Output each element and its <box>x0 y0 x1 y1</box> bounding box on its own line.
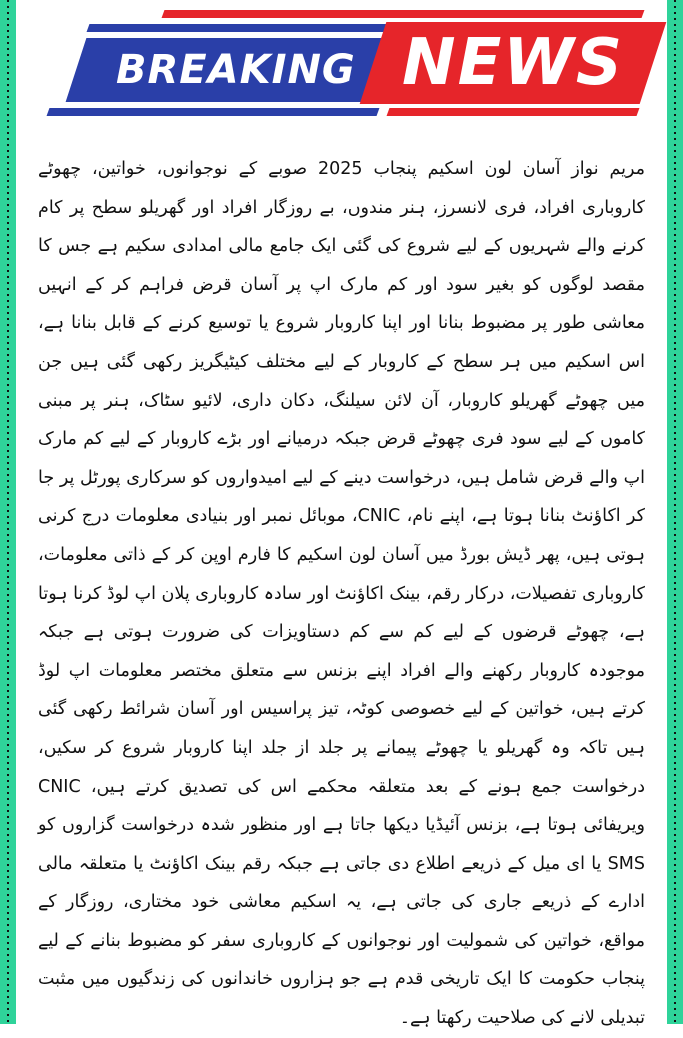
banner-red-stripe-bottom <box>387 108 640 116</box>
article-paragraph: مریم نواز آسان لون اسکیم پنجاب 2025 صوبے کے نوجوانوں، خواتین، چھوٹے کاروباری افراد، فری لانسرز، ہنر مندوں، بے روزگار افراد اور گھریلو سطح پر کام کرنے والے شہریوں کے لیے شروع کی گئی ایک جامع مالی امدادی سکیم ہے جس کا مقصد لوگوں کو بغیر سود اور کم مارک اپ پر آسان قرض فراہم کر کے انہیں معاشی طور پر مضبوط بنانا اور اپنا کاروبار شروع یا توسیع کرنے کے قابل بنانا ہے، اس اسکیم میں ہر سطح کے کاروبار کے لیے مختلف کیٹیگریز رکھی گئی ہیں جن میں چھوٹے گھریلو کاروبار، آن لائن سیلنگ، دکان داری، لائیو سٹاک، ہنر پر مبنی کاموں کے لیے سود فری چھوٹے قرض جبکہ درمیانے اور بڑے کاروبار کے لیے کم مارک اپ والے قرض شامل ہیں، درخواست دینے کے لیے امیدواروں کو سرکاری پورٹل پر جا کر اکاؤنٹ بنانا ہوتا ہے، اپنے نام، CNIC، موبائل نمبر اور بنیادی معلومات درج کرنی ہوتی ہیں، پھر ڈیش بورڈ میں آسان لون اسکیم کا فارم اوپن کر کے ذاتی معلومات، کاروباری تفصیلات، درکار رقم، بینک اکاؤنٹ اور سادہ کاروباری پلان اپ لوڈ کرنا ہوتا ہے، چھوٹے قرضوں کے لیے کم سے کم دستاویزات کی ضرورت ہوتی ہے جبکہ موجودہ کاروبار رکھنے والے افراد اپنے بزنس سے متعلق مختصر معلومات اپ لوڈ کرتے ہیں، خواتین کے لیے خصوصی کوٹہ، تیز پراسیس اور آسان شرائط رکھی گئی ہیں تاکہ وہ گھریلو یا چھوٹے پیمانے پر جلد از جلد اپنا کاروبار شروع کر سکیں، درخواست جمع ہونے کے بعد متعلقہ محکمے اس کی تصدیق کرتے ہیں، CNIC ویریفائی ہوتا ہے، بزنس آئیڈیا دیکھا جاتا ہے اور منظور شدہ درخواست گزاروں کو SMS یا ای میل کے ذریعے اطلاع دی جاتی ہے جبکہ رقم بینک اکاؤنٹ یا متعلقہ مالی ادارے کے ذریعے جاری کی جاتی ہے، یہ اسکیم معاشی خود مختاری، روزگار کے مواقع، خواتین کی شمولیت اور نوجوانوں کے کاروباری سفر کو مضبوط بنانے کے لیے پنجاب حکومت کا ایک تاریخی قدم ہے جو ہزاروں خاندانوں کی زندگیوں میں مثبت تبدیلی لانے کی صلاحیت رکھتا ہے۔ <box>38 159 645 1029</box>
breaking-news-banner <box>48 10 660 120</box>
banner-breaking-text: BREAKING <box>116 47 356 93</box>
banner-blue-block <box>66 38 407 102</box>
banner-blue-stripe-top <box>87 24 390 32</box>
banner-news-text: NEWS <box>402 26 624 100</box>
article-body <box>38 150 645 1029</box>
left-decorative-border <box>0 0 16 1024</box>
right-decorative-border <box>667 0 683 1024</box>
banner-red-stripe-top <box>162 10 645 18</box>
banner-blue-stripe-bottom <box>47 108 380 116</box>
banner-red-block <box>360 22 667 104</box>
